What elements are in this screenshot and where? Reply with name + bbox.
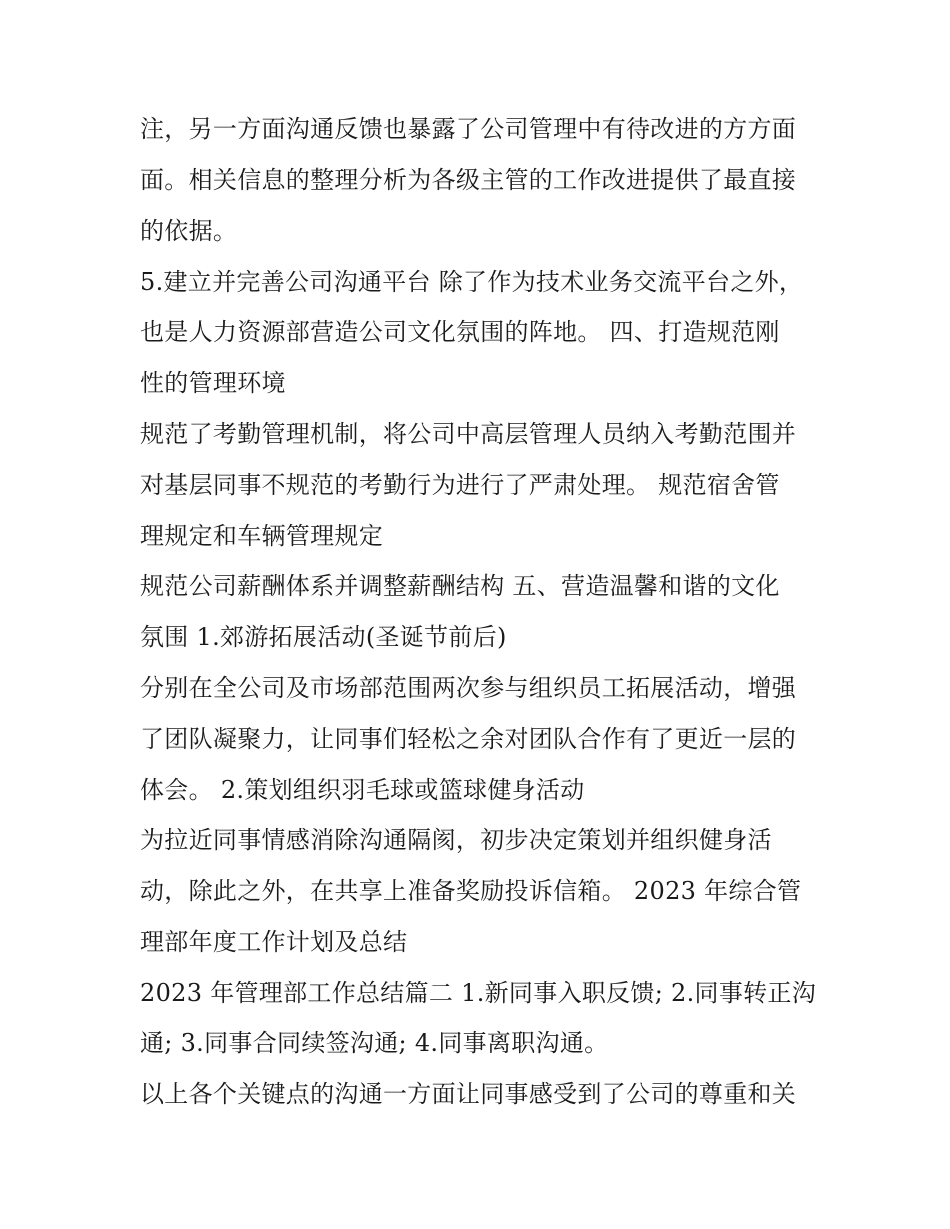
text-line: 2023 年管理部工作总结篇二 1.新同事入职反馈; 2.同事转正沟 (140, 979, 817, 1007)
text-line: 的依据。 (140, 217, 238, 245)
text-line: 注，另一方面沟通反馈也暴露了公司管理中有待改进的方方面 (140, 115, 797, 143)
text-line: 也是人力资源部营造公司文化氛围的阵地。 四、打造规范刚 (140, 318, 780, 346)
text-line: 氛围 1.郊游拓展活动(圣诞节前后) (140, 623, 507, 651)
text-line: 5.建立并完善公司沟通平台 除了作为技术业务交流平台之外， (140, 268, 804, 296)
text-line: 分别在全公司及市场部范围两次参与组织员工拓展活动，增强 (140, 674, 797, 702)
text-line: 规范了考勤管理机制，将公司中高层管理人员纳入考勤范围并 (140, 420, 797, 448)
text-line: 了团队凝聚力，让同事们轻松之余对团队合作有了更近一层的 (140, 725, 797, 753)
text-line: 体会。 2.策划组织羽毛球或篮球健身活动 (140, 776, 585, 804)
text-line: 为拉近同事情感消除沟通隔阂，初步决定策划并组织健身活 (140, 826, 772, 854)
text-line: 理部年度工作计划及总结 (140, 928, 408, 956)
text-line: 理规定和车辆管理规定 (140, 522, 383, 550)
text-line: 规范公司薪酬体系并调整薪酬结构 五、营造温馨和谐的文化 (140, 572, 780, 600)
text-line: 动，除此之外，在共享上准备奖励投诉信箱。 2023 年综合管 (140, 877, 802, 905)
text-line: 性的管理环境 (140, 369, 286, 397)
text-line: 面。相关信息的整理分析为各级主管的工作改进提供了最直接 (140, 166, 797, 194)
text-line: 对基层同事不规范的考勤行为进行了严肃处理。 规范宿舍管 (140, 471, 780, 499)
text-line: 以上各个关键点的沟通一方面让同事感受到了公司的尊重和关 (140, 1080, 797, 1108)
text-line: 通; 3.同事合同续签沟通; 4.同事离职沟通。 (140, 1029, 609, 1057)
